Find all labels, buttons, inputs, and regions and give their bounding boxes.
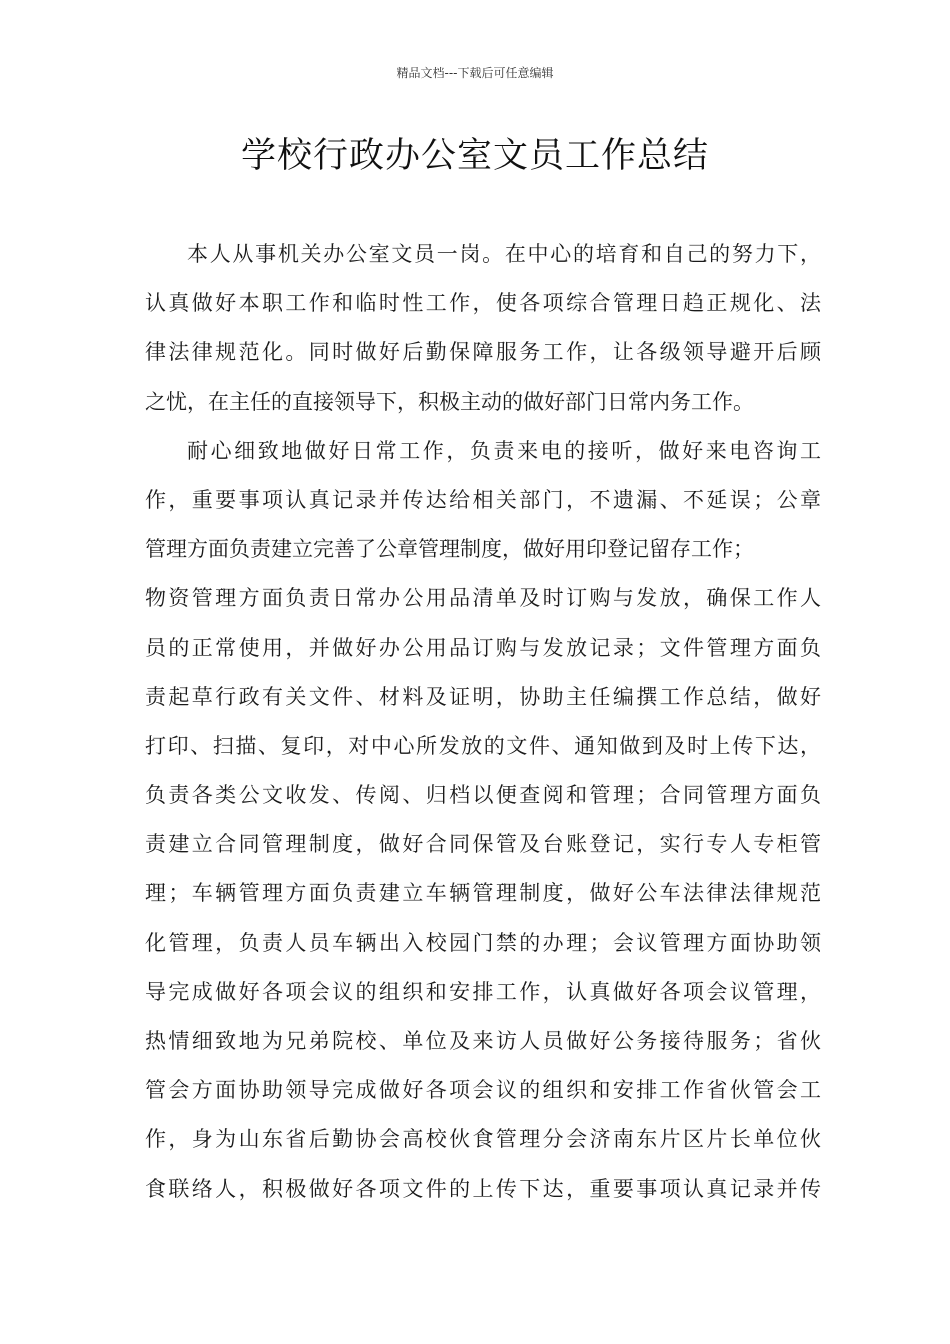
document-title: 学校行政办公室文员工作总结	[240, 136, 709, 176]
text-line: 员的正常使用，并做好办公用品订购与发放记录；文件管理方面负	[145, 635, 821, 660]
document-body	[145, 230, 821, 1214]
text-line: 律法律规范化。同时做好后勤保障服务工作，让各级领导避开后顾	[145, 340, 821, 365]
text-line: 打印、扫描、复印，对中心所发放的文件、通知做到及时上传下达，	[145, 733, 821, 758]
text-line: 责起草行政有关文件、材料及证明，协助主任编撰工作总结，做好	[145, 684, 821, 709]
header-note: 精品文档---下载后可任意编辑	[396, 66, 554, 80]
text-line: 管会方面协助领导完成做好各项会议的组织和安排工作省伙管会工	[145, 1078, 821, 1103]
text-line: 作，重要事项认真记录并传达给相关部门，不遗漏、不延误；公章	[145, 487, 821, 512]
text-line: 认真做好本职工作和临时性工作，使各项综合管理日趋正规化、法	[145, 291, 821, 316]
text-line: 导完成做好各项会议的组织和安排工作，认真做好各项会议管理，	[145, 979, 821, 1004]
paragraph	[145, 230, 821, 427]
text-line: 责建立合同管理制度，做好合同保管及台账登记，实行专人专柜管	[145, 832, 821, 857]
text-line: 耐心细致地做好日常工作，负责来电的接听，做好来电咨询工	[187, 438, 821, 463]
text-line: 负责各类公文收发、传阅、归档以便查阅和管理；合同管理方面负	[145, 783, 821, 808]
text-line: 物资管理方面负责日常办公用品清单及时订购与发放，确保工作人	[145, 586, 821, 611]
text-line: 管理方面负责建立完善了公章管理制度，做好用印登记留存工作；	[145, 537, 754, 562]
text-line: 本人从事机关办公室文员一岗。在中心的培育和自己的努力下，	[187, 242, 821, 266]
text-line: 之忧，在主任的直接领导下，积极主动的做好部门日常内务工作。	[145, 389, 754, 414]
text-line: 化管理，负责人员车辆出入校园门禁的办理；会议管理方面协助领	[145, 930, 821, 955]
paragraph	[145, 427, 821, 1214]
text-line: 热情细致地为兄弟院校、单位及来访人员做好公务接待服务；省伙	[145, 1029, 821, 1053]
text-line: 理；车辆管理方面负责建立车辆管理制度，做好公车法律法律规范	[145, 881, 821, 906]
text-line: 作，身为山东省后勤协会高校伙食管理分会济南东片区片长单位伙	[145, 1127, 821, 1152]
text-line: 食联络人，积极做好各项文件的上传下达，重要事项认真记录并传	[145, 1176, 821, 1201]
